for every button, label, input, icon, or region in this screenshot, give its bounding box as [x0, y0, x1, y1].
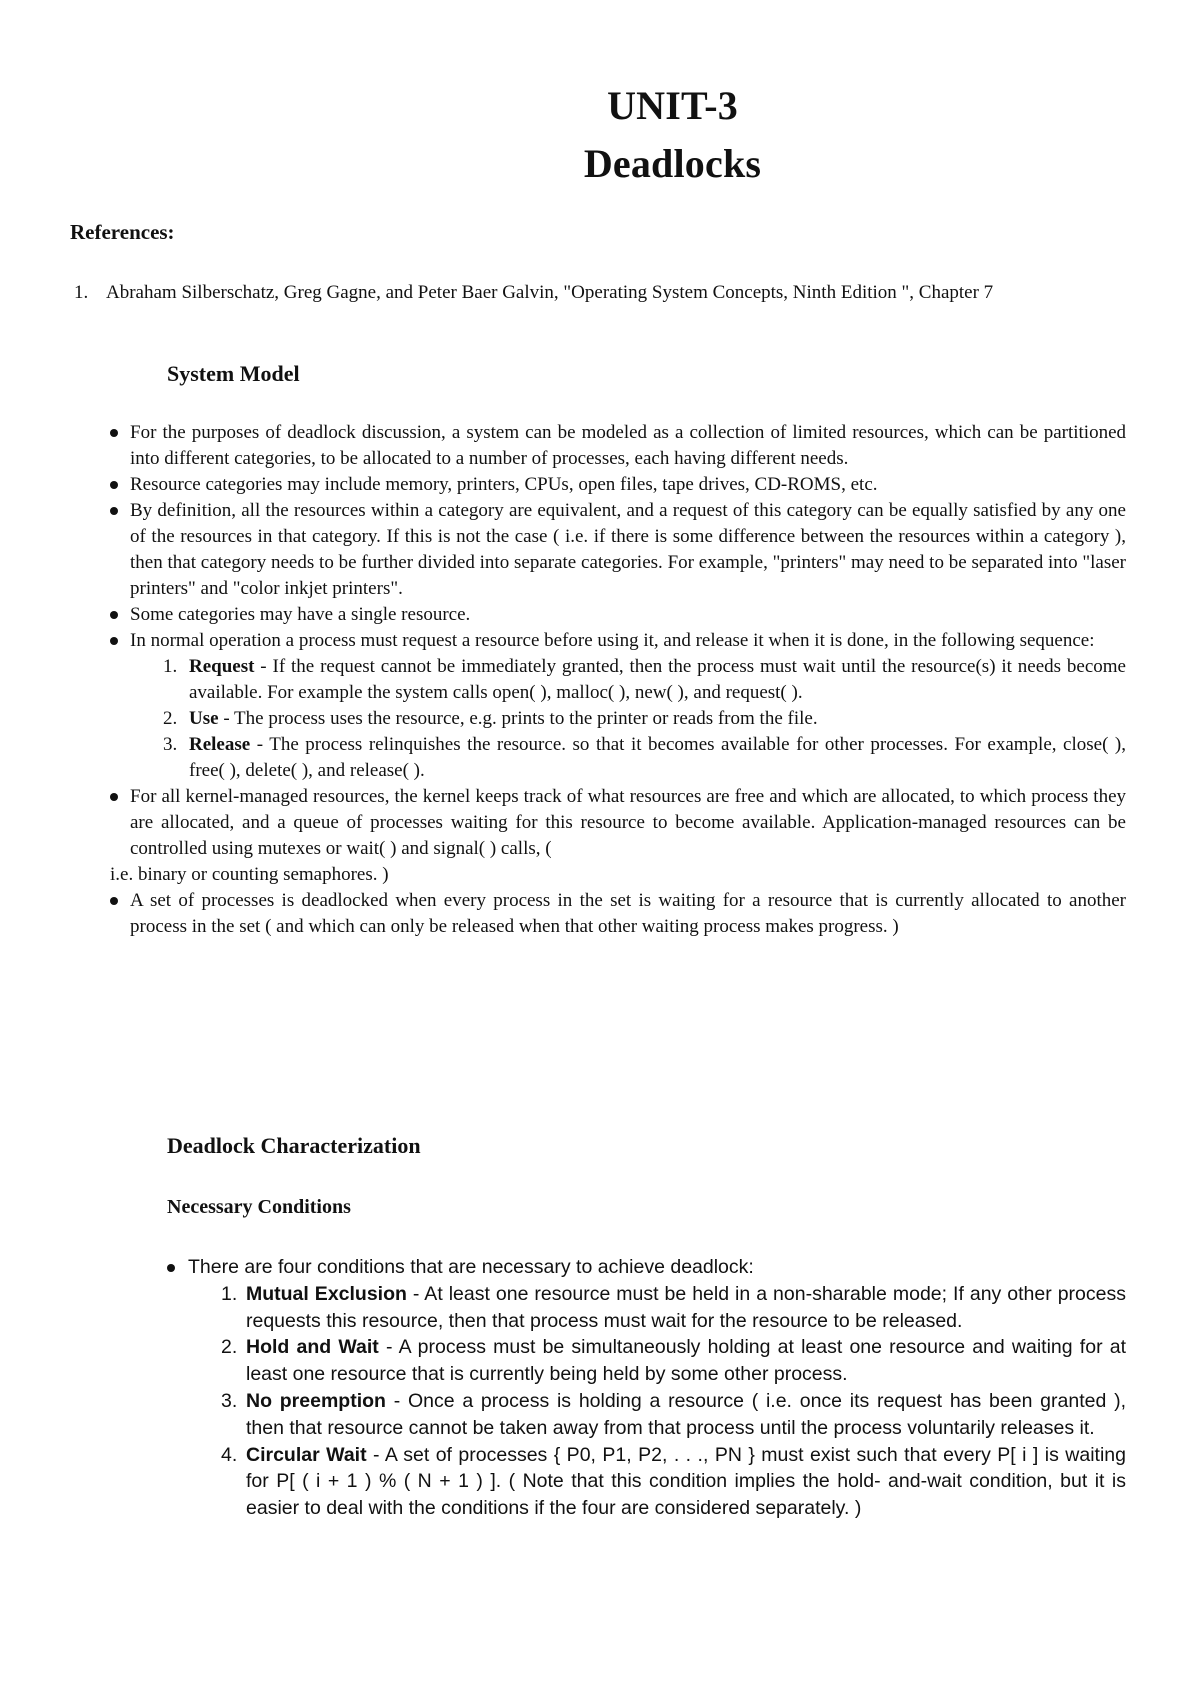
- list-item: [130, 602, 1126, 628]
- sequence-term: Use: [189, 708, 219, 729]
- reference-number: 1.: [74, 282, 89, 303]
- sequence-text: - If the request cannot be immediately granted, then the process must wait until the resource(s) it needs become available. For example the system calls open( ), malloc( ), new( ), and request( ).: [189, 656, 1126, 703]
- references-list: [74, 279, 1126, 306]
- sequence-number: 3.: [163, 734, 178, 755]
- list-item: [130, 472, 1126, 498]
- bullet-text: In normal operation a process must request a resource before using it, and release it when it is done, in the following sequence:: [130, 630, 1095, 651]
- condition-number: 4.: [221, 1443, 238, 1466]
- condition-term: No preemption: [246, 1389, 386, 1412]
- reference-item: [74, 279, 1126, 306]
- list-item: [110, 784, 1126, 888]
- title-block: [0, 76, 1200, 194]
- resource-sequence-list: [130, 654, 1126, 784]
- sequence-term: Request: [189, 656, 255, 677]
- deadlock-characterization-heading: Deadlock Characterization: [167, 1133, 421, 1158]
- list-item: [188, 1254, 1126, 1522]
- bullet-icon: [110, 429, 118, 437]
- bullet-icon: [110, 507, 118, 515]
- chapter-title: Deadlocks: [583, 141, 762, 186]
- condition-term: Circular Wait: [246, 1443, 367, 1466]
- list-item: [130, 888, 1126, 940]
- list-item: [130, 420, 1126, 472]
- sequence-number: 1.: [163, 656, 178, 677]
- necessary-conditions-list: [188, 1254, 1126, 1522]
- sequence-text: - The process relinquishes the resource. so that it becomes available for other processes. For example, close( ), free( ), delete( ), and release( ).: [189, 734, 1126, 781]
- condition-text: - A process must be simultaneously holding at least one resource and waiting for at least one resource that is currently being held by some other process.: [246, 1336, 1126, 1386]
- bullet-text: Resource categories may include memory, printers, CPUs, open files, tape drives, CD-ROMS, etc.: [130, 474, 878, 495]
- sequence-text: - The process uses the resource, e.g. prints to the printer or reads from the file.: [218, 708, 818, 729]
- system-model-heading: System Model: [167, 361, 300, 386]
- sequence-item-use: [130, 706, 1126, 732]
- condition-text: - Once a process is holding a resource ( i.e. once its request has been granted ), then that resource cannot be taken away from that process until the process voluntarily releases it.: [246, 1389, 1126, 1439]
- condition-text: - A set of processes { P0, P1, P2, . . ., PN } must exist such that every P[ i ] is waiting for P[ ( i + 1 ) % ( N + 1 ) ]. ( Note that this condition implies the hold- and-wait condition, but it is easier to deal with the conditions if the four are considered separately. ): [246, 1443, 1126, 1520]
- bullet-icon: [167, 1264, 175, 1272]
- list-item: [130, 498, 1126, 602]
- bullet-icon: [110, 793, 118, 801]
- bullet-text: For the purposes of deadlock discussion, a system can be modeled as a collection of limited resources, which can be partitioned into different categories, to be allocated to a number of processes, each having different needs.: [130, 422, 1126, 469]
- reference-text: Abraham Silberschatz, Greg Gagne, and Peter Baer Galvin, "Operating System Concepts, Ninth Edition ", Chapter 7: [106, 282, 994, 303]
- condition-number: 3.: [221, 1389, 238, 1412]
- bullet-text: A set of processes is deadlocked when every process in the set is waiting for a resource that is currently allocated to another process in the set ( and which can only be released when that other waiting process makes progress. ): [130, 890, 1126, 937]
- bullet-text: There are four conditions that are necessary to achieve deadlock:: [188, 1256, 754, 1278]
- sequence-item-release: [130, 732, 1126, 784]
- necessary-conditions-heading: Necessary Conditions: [167, 1196, 351, 1218]
- condition-number: 1.: [221, 1282, 238, 1305]
- bullet-text: Some categories may have a single resource.: [130, 604, 471, 625]
- references-heading: References:: [70, 220, 175, 244]
- bullet-text: For all kernel-managed resources, the kernel keeps track of what resources are free and which are allocated, to which process they are allocated, and a queue of processes waiting for this resource to become available. Application-managed resources can be controlled using mutexes or wait( ) and signal( ) calls, (: [130, 786, 1126, 859]
- condition-no-preemption: [188, 1388, 1126, 1442]
- condition-mutual-exclusion: [188, 1281, 1126, 1335]
- condition-number: 2.: [221, 1336, 238, 1359]
- bullet-text-continuation: i.e. binary or counting semaphores. ): [110, 864, 389, 885]
- bullet-icon: [110, 611, 118, 619]
- bullet-icon: [110, 897, 118, 905]
- sequence-number: 2.: [163, 708, 178, 729]
- condition-hold-and-wait: [188, 1334, 1126, 1388]
- sequence-term: Release: [189, 734, 251, 755]
- bullet-icon: [110, 481, 118, 489]
- condition-term: Mutual Exclusion: [246, 1282, 407, 1305]
- condition-circular-wait: [188, 1442, 1126, 1522]
- unit-title: UNIT-3: [607, 83, 738, 128]
- list-item: [130, 628, 1126, 784]
- sequence-item-request: [130, 654, 1126, 706]
- condition-text: - At least one resource must be held in a non-sharable mode; If any other process requests this resource, then that process must wait for the resource to be released.: [246, 1282, 1126, 1332]
- bullet-icon: [110, 637, 118, 645]
- condition-term: Hold and Wait: [246, 1336, 379, 1359]
- conditions-list: [188, 1281, 1126, 1522]
- system-model-list: [110, 420, 1126, 940]
- bullet-text: By definition, all the resources within a category are equivalent, and a request of this category can be equally satisfied by any one of the resources in that category. If this is not the case ( i.e. if there is some difference between the resources within a category ), then that category needs to be further divided into separate categories. For example, "printers" may need to be separated into "laser printers" and "color inkjet printers".: [130, 500, 1126, 599]
